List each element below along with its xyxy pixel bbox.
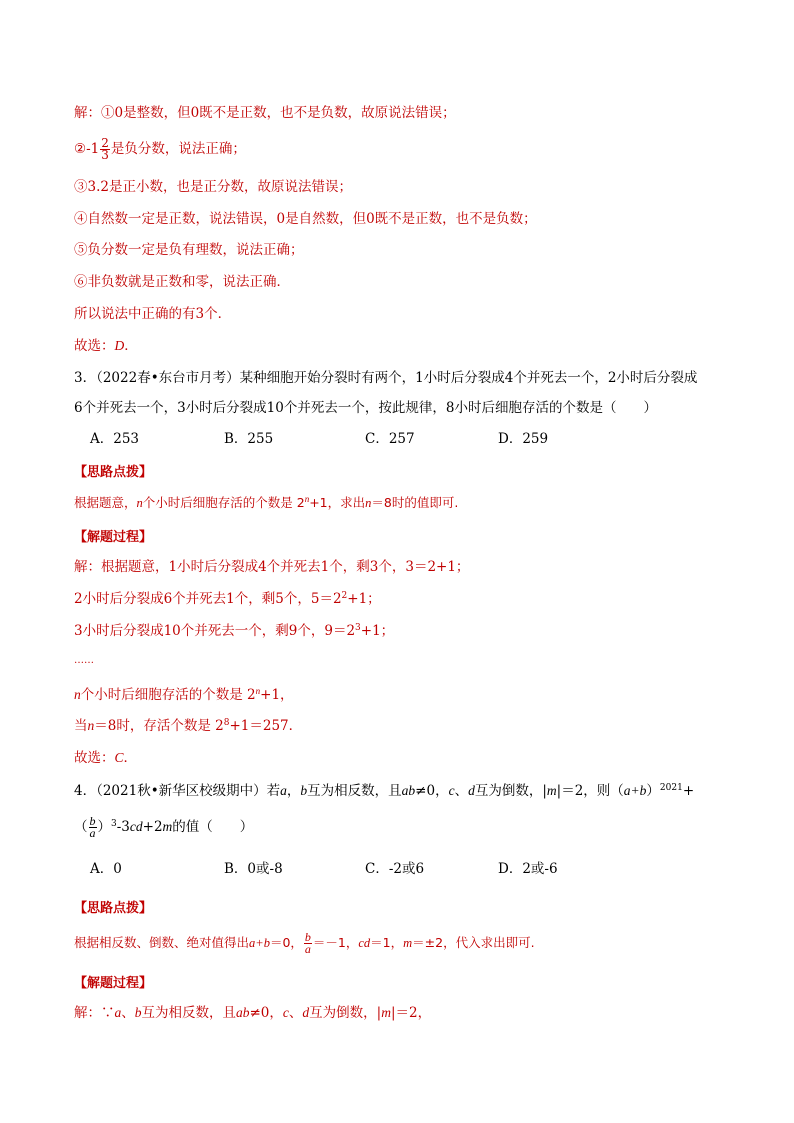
question-4-text: 4．（2021秋•新华区校级期中）若a，b互为相反数，且ab≠0，c、d互为倒数，|m|＝2，则$(a+b)^{2021}+$ (74, 783, 695, 799)
option-b: B．255 (224, 431, 274, 447)
option-d: D．2或-6 (498, 861, 558, 877)
question-3-text: 3．（2022春•东台市月考）某种细胞开始分裂时有两个，1小时后分裂成4个并死去一个，2小时后分裂成 (74, 370, 698, 386)
hint-heading: 【思路点拨】 (74, 465, 153, 480)
solution-line: 所以说法中正确的有3个． (74, 306, 232, 322)
solution-line: ③3.2是正小数，也是正分数，故原说法错误； (74, 179, 352, 195)
solution-line: ④自然数一定是正数，说法错误，0是自然数，但0既不是正数，也不是负数； (74, 211, 537, 227)
solution-line: 2小时后分裂成6个并死去1个，剩5个，$5=2^2+1$； (74, 591, 381, 607)
option-b: B．0或-8 (224, 861, 283, 877)
option-a: A．253 (90, 431, 140, 447)
hint-heading: 【思路点拨】 (74, 901, 153, 916)
solution-line: 当n＝8时，存活个数是 $2^8+1=257$． (74, 718, 303, 734)
hint-text: 根据题意，n个小时后细胞存活的个数是 $2^n+1$，求出n＝8时的值即可. (74, 494, 459, 510)
solution-line: ②-1 $\frac{2}{3}$ 是负分数，说法正确； (74, 136, 246, 162)
answer-line: 故选：C． (74, 750, 138, 766)
solution-line: n个小时后细胞存活的个数是 $2^n+1$， (74, 686, 294, 703)
hint-text: 根据相反数、倒数、绝对值得出a+b＝0， $\frac{b}{a}$ ＝－1，cd＝1，m＝±2，代入求出即可. (74, 930, 535, 956)
question-3-text: 6个并死去一个，3小时后分裂成10个并死去一个，按此规律，8小时后细胞存活的个数是（ ） (74, 400, 657, 416)
solution-line: 3小时后分裂成10个并死去一个，剩9个，$9=2^3+1$； (74, 623, 395, 639)
ellipsis: …… (74, 655, 94, 666)
question-4-text: （ $\frac{b}{a}$ ）$^3$-3cd+2m的值（ ） (74, 814, 254, 840)
solution-line: ⑤负分数一定是负有理数，说法正确； (74, 242, 304, 258)
option-d: D．259 (498, 431, 549, 447)
solution-line: ⑥非负数就是正数和零，说法正确． (74, 274, 290, 290)
solution-heading: 【解题过程】 (74, 530, 153, 545)
option-c: C．-2或6 (365, 861, 425, 877)
option-c: C．257 (365, 431, 415, 447)
solution-line: 解：∵a、b互为相反数，且ab≠0，c、d互为倒数，|m|＝2， (74, 1005, 432, 1021)
solution-line: 解：根据题意，1小时后分裂成4个并死去1个，剩3个，3＝2+1； (74, 559, 470, 575)
answer-line: 故选：D． (74, 338, 138, 354)
option-a: A．0 (90, 861, 122, 877)
solution-line: 解：①0是整数，但0既不是正数，也不是负数，故原说法错误； (74, 105, 456, 121)
solution-heading: 【解题过程】 (74, 976, 153, 991)
